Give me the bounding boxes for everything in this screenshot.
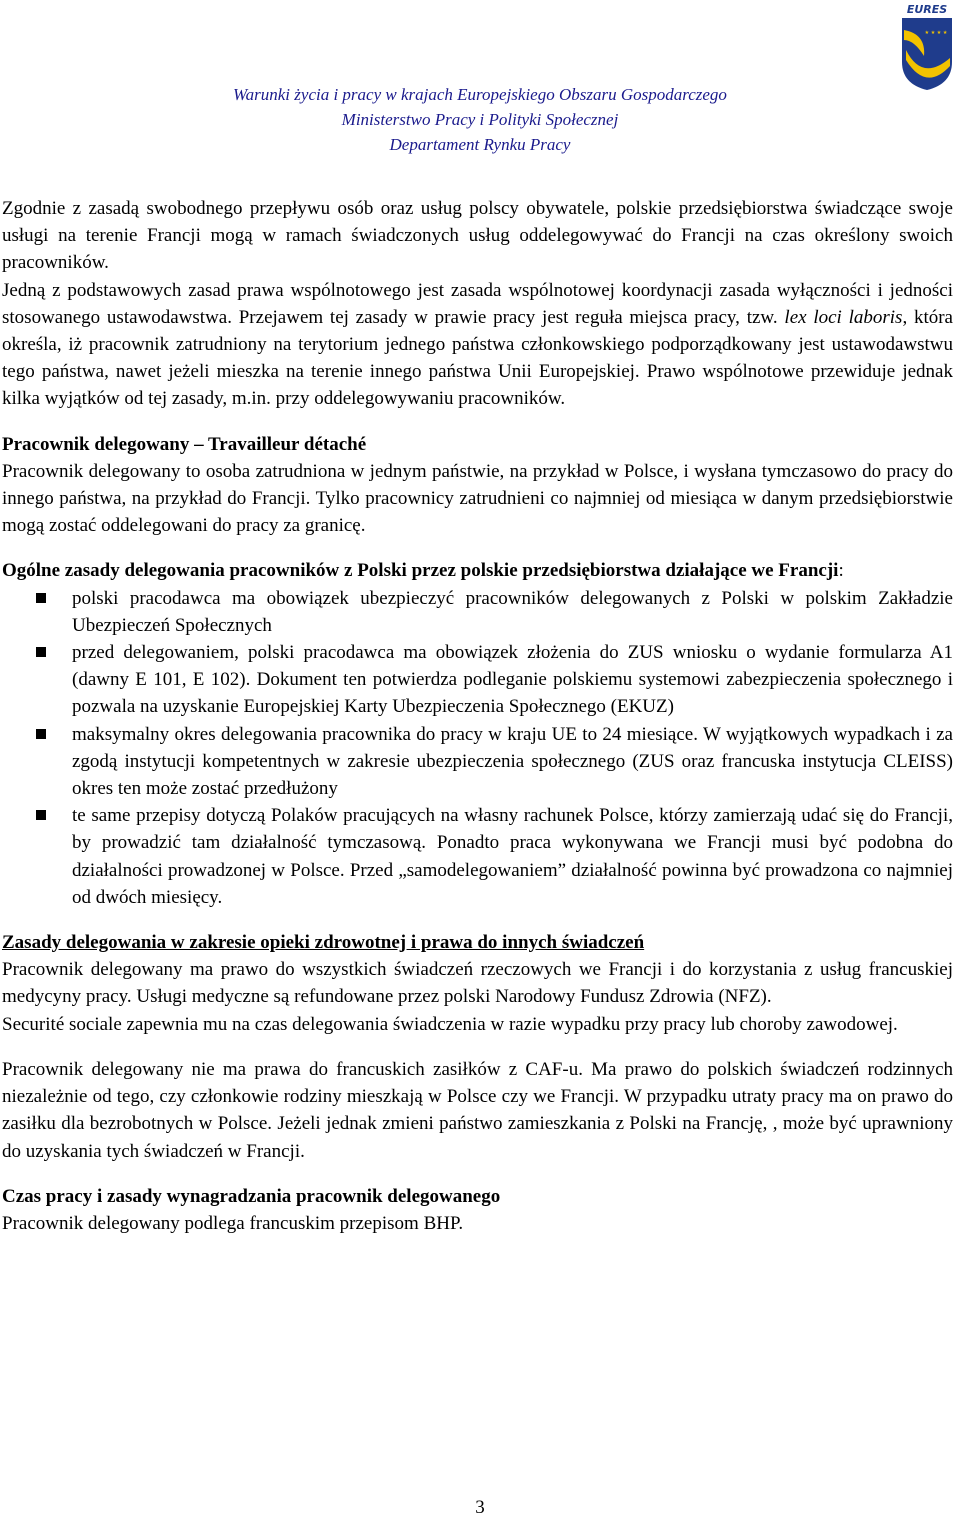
health-care-paragraph-1: Pracownik delegowany ma prawo do wszystkich świadczeń rzeczowych we Francji i do korzystania z usług francuskiej medycyny pracy. Usługi medyczne są refundowane przez polski Narodowy Fundusz Zdrowia (NFZ). <box>2 959 953 1008</box>
intro-p2-italic-term: lex loci laboris <box>784 306 903 328</box>
health-care-paragraph-2: Securité sociale zapewnia mu na czas delegowania świadczenia w razie wypadku przy pracy lub choroby zawodowej. <box>2 1013 898 1035</box>
section-heading-general-rules <box>2 557 953 584</box>
document-body <box>2 195 953 1237</box>
list-item-text: maksymalny okres delegowania pracownika do pracy w kraju UE to 24 miesiące. W wyjątkowych wypadkach i za zgodą instytucji kompetentnych w zakresie ubezpieczenia społecznego (ZUS oraz francuska instytucja CLEISS) okres ten może zostać przedłużony <box>72 723 953 800</box>
list-item-text: przed delegowaniem, polski pracodawca ma obowiązek złożenia do ZUS wniosku o wydanie formularza A1 (dawny E 101, E 102). Dokument ten potwierdza podleganie polskiemu systemowi zabezpieczenia społecznego i pozwala na uzyskanie Europejskiej Karty Ubezpieczenia Społecznego (EKUZ) <box>72 642 953 718</box>
logo-stars: ★ ★ ★ ★ <box>924 30 948 36</box>
list-item <box>2 721 953 803</box>
general-rules-heading-text: Ogólne zasady delegowania pracowników z Polski przez polskie przedsiębiorstwa działające we Francji <box>2 560 839 582</box>
header-line-2: Ministerstwo Pracy i Polityki Społecznej <box>341 110 619 129</box>
section-heading-working-time: Czas pracy i zasady wynagradzania pracownik delegowanego <box>2 1185 501 1207</box>
square-bullet-icon <box>36 593 46 603</box>
list-item <box>2 639 953 721</box>
general-rules-list <box>2 585 953 911</box>
section-heading-posted-worker: Pracownik delegowany – Travailleur détaché <box>2 433 367 455</box>
intro-p2-part-a: Jedną z podstawowych zasad prawa wspólnotowego jest zasada wspólnotowej koordynacji zasada wyłączności i jedności stosowanego ustawodawstwa. Przejawem tej zasady w prawie pracy jest reguła miejsca pracy, tzw. <box>2 279 953 328</box>
intro-paragraph-2 <box>2 277 953 413</box>
general-rules-heading-colon: : <box>838 560 844 582</box>
logo-wordmark: EURES <box>906 3 948 16</box>
square-bullet-icon <box>36 647 46 657</box>
intro-paragraph-1: Zgodnie z zasadą swobodnego przepływu osób oraz usług polscy obywatele, polskie przedsiębiorstwa świadczące swoje usługi na terenie Francji mogą w ramach świadczonych usług oddelegowywać do Francji na czas określony swoich pracowników. <box>2 198 953 274</box>
document-header <box>0 82 960 157</box>
header-line-3: Departament Rynku Pracy <box>389 135 571 154</box>
working-time-paragraph-1: Pracownik delegowany podlega francuskim przepisom BHP. <box>2 1212 464 1234</box>
square-bullet-icon <box>36 729 46 739</box>
list-item-text: polski pracodawca ma obowiązek ubezpieczyć pracowników delegowanych z Polski w polskim Zakładzie Ubezpieczeń Społecznych <box>72 587 953 636</box>
eures-logo-graphic <box>896 0 958 92</box>
list-item <box>2 585 953 639</box>
list-item-text: te same przepisy dotyczą Polaków pracujących na własny rachunek Polsce, którzy zamierzają udać się do Francji, by prowadzić tam działalność tymczasową. Ponadto praca wykonywana we Francji musi być podobna do działalności prowadzonej w Polsce. Przed „samodelegowaniem” działalność powinna być prowadzona co najmniej od dwóch miesięcy. <box>72 805 953 908</box>
header-line-1: Warunki życia i pracy w krajach Europejskiego Obszaru Gospodarczego <box>233 85 727 104</box>
square-bullet-icon <box>36 810 46 820</box>
list-item <box>2 802 953 911</box>
section-posted-worker-body: Pracownik delegowany to osoba zatrudniona w jednym państwie, na przykład w Polsce, i wysłana tymczasowo do pracy do innego państwa, na przykład do Francji. Tylko pracownicy zatrudnieni co najmniej od miesiąca w danym przedsiębiorstwie mogą zostać oddelegowani do pracy za granicę. <box>2 460 953 537</box>
eures-logo <box>896 0 958 92</box>
intro-p2-part-b: , która określa, iż pracownik zatrudniony na terytorium jednego państwa członkowskiego podporządkowany jest ustawodawstwu tego państwa, nawet jeżeli mieszka na terenie innego państwa Unii Europejskiej. Prawo wspólnotowe przewiduje jednak kilka wyjątków od tej zasady, m.in. przy oddelegowywaniu pracowników. <box>2 306 953 410</box>
health-care-paragraph-3: Pracownik delegowany nie ma prawa do francuskich zasiłków z CAF-u. Ma prawo do polskich świadczeń rodzinnych niezależnie od tego, czy członkowie rodziny mieszkają w Polsce czy we Francji. W przypadku utraty pracy ma on prawo do zasiłku dla bezrobotnych w Polsce. Jeżeli jednak zmieni państwo zamieszkania z Polski na Francję, , może być uprawniony do uzyskania tych świadczeń w Francji. <box>2 1058 953 1162</box>
section-heading-health-care: Zasady delegowania w zakresie opieki zdrowotnej i prawa do innych świadczeń <box>2 932 645 954</box>
page-number: 3 <box>475 1497 485 1518</box>
